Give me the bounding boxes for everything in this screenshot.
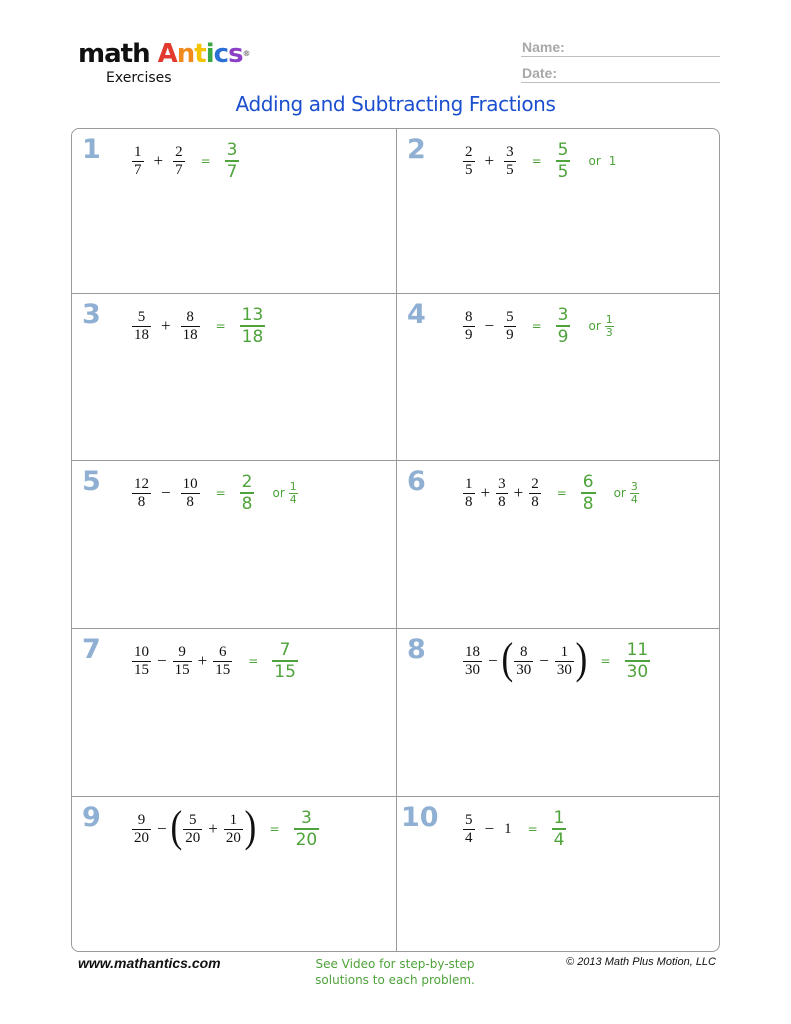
answer: [201, 140, 240, 182]
fraction-denominator: 30: [465, 661, 480, 678]
problem-expression: [130, 639, 298, 683]
fraction-denominator: 20: [134, 829, 149, 846]
fraction-numerator: 5: [506, 308, 514, 325]
problem-number: 4: [407, 299, 426, 330]
fraction-denominator: 7: [134, 161, 142, 178]
problem-9: [72, 797, 396, 952]
name-label: Name:: [522, 39, 565, 55]
answer-fraction: [556, 140, 571, 182]
fraction-numerator: 9: [178, 643, 186, 660]
operator: −: [157, 651, 167, 670]
operator: −: [157, 819, 167, 838]
problem-number: 8: [407, 634, 426, 665]
answer-fraction: [581, 472, 596, 514]
fraction-denominator: 15: [134, 661, 149, 678]
operator: −: [161, 483, 171, 502]
fraction: [463, 476, 475, 511]
fraction: [224, 812, 243, 847]
fraction: [173, 644, 192, 679]
fraction-denominator: 8: [186, 493, 194, 510]
operator: +: [513, 483, 524, 502]
operator: −: [484, 316, 495, 335]
answer-fraction-numerator: 3: [226, 140, 238, 161]
fraction-denominator: 9: [465, 326, 473, 343]
fraction-denominator: 8: [137, 493, 146, 510]
fraction-numerator: 1: [560, 643, 569, 660]
fraction: [463, 309, 475, 344]
answer-fraction: [625, 640, 651, 682]
fraction-numerator: 8: [520, 643, 528, 660]
equals-sign: =: [215, 319, 226, 333]
answer-fraction-numerator: 3: [557, 305, 569, 326]
simplified-answer: [614, 481, 639, 506]
problem-6: [397, 461, 720, 625]
or-label: or: [613, 486, 626, 500]
answer-fraction-denominator: 9: [557, 326, 569, 347]
equals-sign: =: [600, 654, 611, 668]
answer: [216, 305, 266, 347]
logo-letter: n: [176, 39, 195, 69]
problem-number: 3: [82, 299, 101, 330]
answer-fraction-numerator: 13: [241, 305, 264, 326]
fraction-numerator: 9: [137, 811, 146, 828]
logo-antics-text: [158, 39, 243, 69]
answer: [557, 472, 639, 514]
fraction: [555, 644, 574, 679]
problem-number: 10: [401, 802, 439, 833]
problem-2: [397, 129, 720, 293]
fraction: [463, 812, 475, 847]
parenthesis: (: [170, 802, 182, 851]
simplified-whole: 1: [608, 154, 617, 168]
or-label: or: [588, 154, 601, 168]
problem-number: 9: [82, 802, 101, 833]
answer-fraction-numerator: 11: [626, 640, 649, 661]
fraction-denominator: 30: [516, 661, 532, 678]
fraction-numerator: 6: [218, 643, 227, 660]
simplified-fraction-numerator: 1: [289, 479, 297, 493]
fraction-denominator: 8: [465, 493, 473, 510]
math-antics-logo: [78, 40, 250, 86]
problem-number: 7: [82, 634, 101, 665]
answer-fraction-numerator: 7: [279, 640, 291, 661]
operator: −: [484, 819, 495, 838]
answer-fraction-numerator: 5: [557, 140, 569, 161]
fraction: [463, 144, 475, 179]
simplified-fraction: [605, 314, 614, 339]
simplified-answer: [588, 314, 613, 339]
fraction-numerator: 10: [134, 643, 149, 660]
video-note-line1: See Video for step-by-step: [315, 957, 475, 971]
simplified-fraction-numerator: 1: [605, 312, 613, 326]
fraction: [132, 476, 151, 511]
operator: +: [208, 819, 218, 838]
fraction: [132, 144, 144, 179]
operator: +: [197, 651, 208, 670]
answer: [528, 808, 567, 850]
date-label: Date:: [522, 65, 558, 81]
fraction-denominator: 18: [182, 326, 198, 343]
answer-fraction-denominator: 18: [241, 326, 264, 347]
problem-1: [72, 129, 396, 293]
worksheet-title: Adding and Subtracting Fractions: [235, 92, 556, 116]
name-field[interactable]: [521, 36, 720, 57]
answer-fraction-denominator: 20: [295, 829, 318, 850]
fraction-numerator: 2: [175, 143, 183, 160]
logo-letter: t: [194, 39, 206, 69]
or-label: or: [272, 486, 285, 500]
operator: +: [161, 316, 171, 335]
problem-expression: [461, 471, 639, 515]
problem-expression: [130, 471, 298, 515]
fraction-denominator: 15: [215, 661, 231, 678]
answer-fraction: [240, 305, 266, 347]
answer: [216, 472, 298, 514]
answer-fraction-denominator: 8: [241, 493, 253, 514]
fraction: [132, 309, 151, 344]
fraction: [132, 644, 151, 679]
equals-sign: =: [527, 822, 538, 836]
answer: [270, 808, 320, 850]
problem-10: [397, 797, 720, 952]
problem-8: [397, 629, 720, 793]
fraction-numerator: 1: [229, 811, 238, 828]
fraction-numerator: 2: [531, 475, 539, 492]
problem-expression: [130, 304, 265, 348]
problem-expression: [461, 634, 650, 683]
fraction-denominator: 8: [531, 493, 539, 510]
fraction-numerator: 8: [186, 308, 194, 325]
answer-fraction: [225, 140, 240, 182]
fraction: [496, 476, 508, 511]
parenthesis: (: [501, 634, 513, 683]
fraction-numerator: 1: [465, 475, 473, 492]
fraction: [213, 644, 232, 679]
fraction-denominator: 9: [506, 326, 514, 343]
answer-fraction-denominator: 5: [557, 161, 569, 182]
fraction-denominator: 20: [225, 829, 241, 846]
answer-fraction-denominator: 7: [226, 161, 238, 182]
fraction-numerator: 10: [182, 475, 198, 492]
operator: +: [480, 483, 491, 502]
answer-fraction-denominator: 30: [626, 661, 649, 682]
problem-4: [397, 294, 720, 458]
logo-subtitle: Exercises: [106, 70, 172, 86]
simplified-answer: [272, 481, 297, 506]
fraction-denominator: 5: [465, 161, 473, 178]
registered-mark: ®: [242, 49, 250, 58]
fraction-numerator: 5: [465, 811, 473, 828]
answer: [248, 640, 298, 682]
logo-letter: c: [213, 39, 229, 69]
fraction: [181, 309, 200, 344]
fraction-denominator: 7: [175, 161, 183, 178]
answer-fraction-denominator: 8: [582, 493, 594, 514]
video-note-line2: solutions to each problem.: [315, 973, 475, 987]
simplified-fraction-denominator: 3: [605, 325, 613, 339]
equals-sign: =: [531, 154, 542, 168]
answer: [601, 640, 651, 682]
equals-sign: =: [248, 654, 259, 668]
simplified-fraction: [289, 481, 298, 506]
logo-letter: i: [205, 39, 214, 69]
fraction: [504, 309, 516, 344]
fraction: [463, 644, 482, 679]
operator: −: [488, 651, 498, 670]
simplified-fraction-denominator: 4: [630, 492, 638, 506]
operator: +: [484, 151, 495, 170]
fraction-denominator: 30: [556, 661, 572, 678]
parenthesis: ): [575, 634, 588, 683]
fraction-numerator: 5: [189, 811, 197, 828]
logo-letter: A: [157, 39, 177, 69]
equals-sign: =: [269, 822, 280, 836]
fraction: [181, 476, 200, 511]
answer-fraction: [294, 808, 320, 850]
fraction-numerator: 12: [134, 475, 149, 492]
problem-grid: [71, 128, 720, 952]
fraction-denominator: 18: [134, 326, 149, 343]
equals-sign: =: [556, 486, 567, 500]
problem-expression: [130, 139, 239, 183]
fraction: [504, 144, 516, 179]
or-label: or: [588, 319, 601, 333]
fraction-denominator: 20: [185, 829, 201, 846]
answer-fraction: [552, 808, 567, 850]
fraction-numerator: 8: [465, 308, 473, 325]
fraction-denominator: 8: [498, 493, 506, 510]
date-field[interactable]: [521, 62, 720, 83]
problem-expression: [461, 139, 616, 183]
fraction: [173, 144, 185, 179]
answer-fraction-denominator: 4: [553, 829, 565, 850]
answer-fraction-numerator: 6: [582, 472, 594, 493]
problem-expression: [130, 802, 319, 851]
problem-7: [72, 629, 396, 793]
fraction-numerator: 2: [465, 143, 473, 160]
problem-number: 6: [407, 466, 426, 497]
fraction-denominator: 15: [174, 661, 190, 678]
fraction-numerator: 3: [498, 475, 506, 492]
whole-number: 1: [504, 820, 512, 837]
answer-fraction: [240, 472, 255, 514]
fraction: [514, 644, 533, 679]
answer-fraction-numerator: 2: [241, 472, 253, 493]
fraction: [183, 812, 202, 847]
answer: [532, 305, 614, 347]
fraction-denominator: 5: [506, 161, 514, 178]
equals-sign: =: [200, 154, 211, 168]
equals-sign: =: [531, 319, 542, 333]
answer-fraction-numerator: 3: [300, 808, 312, 829]
simplified-fraction-denominator: 4: [289, 492, 297, 506]
video-note: [290, 956, 500, 988]
problem-expression: [461, 304, 614, 348]
answer-fraction-numerator: 1: [553, 808, 565, 829]
problem-expression: [461, 807, 566, 851]
fraction: [132, 812, 151, 847]
simplified-answer: [588, 154, 616, 168]
problem-3: [72, 294, 396, 458]
simplified-fraction: [630, 481, 639, 506]
fraction-denominator: 4: [465, 829, 473, 846]
problem-5: [72, 461, 396, 625]
fraction-numerator: 18: [465, 643, 480, 660]
parenthesis: ): [244, 802, 257, 851]
problem-number: 2: [407, 134, 426, 165]
logo-math-text: math: [78, 39, 150, 69]
simplified-fraction-numerator: 3: [630, 479, 638, 493]
operator: +: [153, 151, 164, 170]
fraction: [529, 476, 541, 511]
equals-sign: =: [215, 486, 226, 500]
problem-number: 1: [82, 134, 101, 165]
answer: [532, 140, 617, 182]
operator: −: [539, 651, 549, 670]
answer-fraction: [272, 640, 298, 682]
logo-wordmark: [78, 40, 250, 68]
website-link[interactable]: www.mathantics.com: [78, 955, 221, 971]
fraction-numerator: 5: [137, 308, 146, 325]
logo-letter: s: [228, 39, 243, 69]
problem-number: 5: [82, 466, 101, 497]
answer-fraction: [556, 305, 571, 347]
fraction-numerator: 3: [506, 143, 514, 160]
answer-fraction-denominator: 15: [274, 661, 296, 682]
copyright: © 2013 Math Plus Motion, LLC: [566, 956, 716, 968]
fraction-numerator: 1: [134, 143, 142, 160]
